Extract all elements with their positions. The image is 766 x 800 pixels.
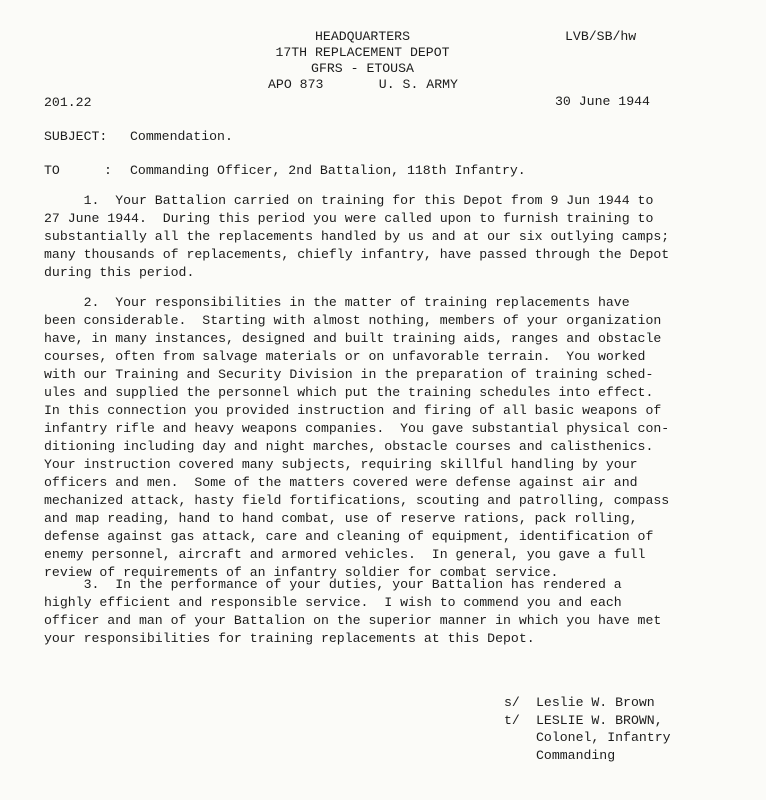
paragraph-line: infantry rifle and heavy weapons companies. You gave substantial physical con- [44, 421, 670, 436]
paragraph-line: mechanized attack, hasty field fortifications, scouting and patrolling, compass [44, 493, 670, 508]
header-line-3: GFRS - ETOUSA [311, 61, 414, 76]
typed-mark: t/ [504, 712, 520, 728]
paragraph-line: and map reading, hand to hand combat, use of reserve rations, pack rolling, [44, 511, 638, 526]
signed-mark: s/ [504, 695, 520, 710]
subject-text: Commendation. [130, 129, 233, 144]
signer-rank: Colonel, Infantry [536, 730, 671, 745]
paragraph-line: your responsibilities for training replacements at this Depot. [44, 631, 535, 646]
paragraph-line: many thousands of replacements, chiefly infantry, have passed through the Depot [44, 247, 670, 262]
paragraph-line: ules and supplied the personnel which put the training schedules into effect. [44, 385, 654, 400]
signature-block [504, 694, 671, 764]
letter-date: 30 June 1944 [555, 94, 650, 109]
paragraph-line: substantially all the replacements handled by us and at our six outlying camps; [44, 229, 670, 244]
paragraph-line: review of requirements of an infantry soldier for combat service. [44, 565, 559, 580]
paragraph-line: 2. Your responsibilities in the matter of training replacements have [44, 295, 630, 310]
to-label: TO [44, 163, 60, 178]
signed-name: Leslie W. Brown [536, 695, 655, 710]
to-text: Commanding Officer, 2nd Battalion, 118th Infantry. [130, 163, 526, 178]
paragraph-line: courses, often from salvage materials or on unfavorable terrain. You worked [44, 349, 646, 364]
paragraph-line: been considerable. Starting with almost nothing, members of your organization [44, 313, 662, 328]
paragraph-line: Your instruction covered many subjects, requiring skillful handling by your [44, 457, 638, 472]
paragraph-line: In this connection you provided instruction and firing of all basic weapons of [44, 403, 662, 418]
paragraph-line: officer and man of your Battalion on the superior manner in which you have met [44, 613, 662, 628]
reference-code: LVB/SB/hw [565, 29, 637, 44]
header-line-2: 17TH REPLACEMENT DEPOT [275, 45, 450, 60]
to-separator: : [104, 163, 112, 178]
signer-role: Commanding [536, 747, 616, 763]
paragraph-line: have, in many instances, designed and built training aids, ranges and obstacle [44, 331, 662, 346]
paragraph-line: officers and men. Some of the matters covered were defense against air and [44, 475, 638, 490]
paragraph-line: ditioning including day and night marches, obstacle courses and calisthenics. [44, 439, 654, 454]
paragraph-3 [44, 576, 724, 648]
paragraph-line: highly efficient and responsible service. I wish to commend you and each [44, 595, 622, 610]
paragraph-line: during this period. [44, 265, 195, 280]
header-line-4: APO 873 U. S. ARMY [268, 77, 458, 92]
paragraph-line: 27 June 1944. During this period you were called upon to furnish training to [44, 211, 654, 226]
typed-name: LESLIE W. BROWN, [536, 712, 663, 728]
paragraph-2 [44, 294, 724, 582]
paragraph-line: 1. Your Battalion carried on training for this Depot from 9 Jun 1944 to [44, 193, 654, 208]
paragraph-line: 3. In the performance of your duties, your Battalion has rendered a [44, 577, 622, 592]
paragraph-line: enemy personnel, aircraft and armored vehicles. In general, you gave a full [44, 547, 646, 562]
file-number: 201.22 [44, 95, 92, 110]
paragraph-line: with our Training and Security Division in the preparation of training sched- [44, 367, 654, 382]
subject-label: SUBJECT: [44, 129, 108, 144]
paragraph-1 [44, 192, 724, 282]
header-line-1: HEADQUARTERS [315, 29, 410, 44]
paragraph-line: defense against gas attack, care and cleaning of equipment, identification of [44, 529, 654, 544]
